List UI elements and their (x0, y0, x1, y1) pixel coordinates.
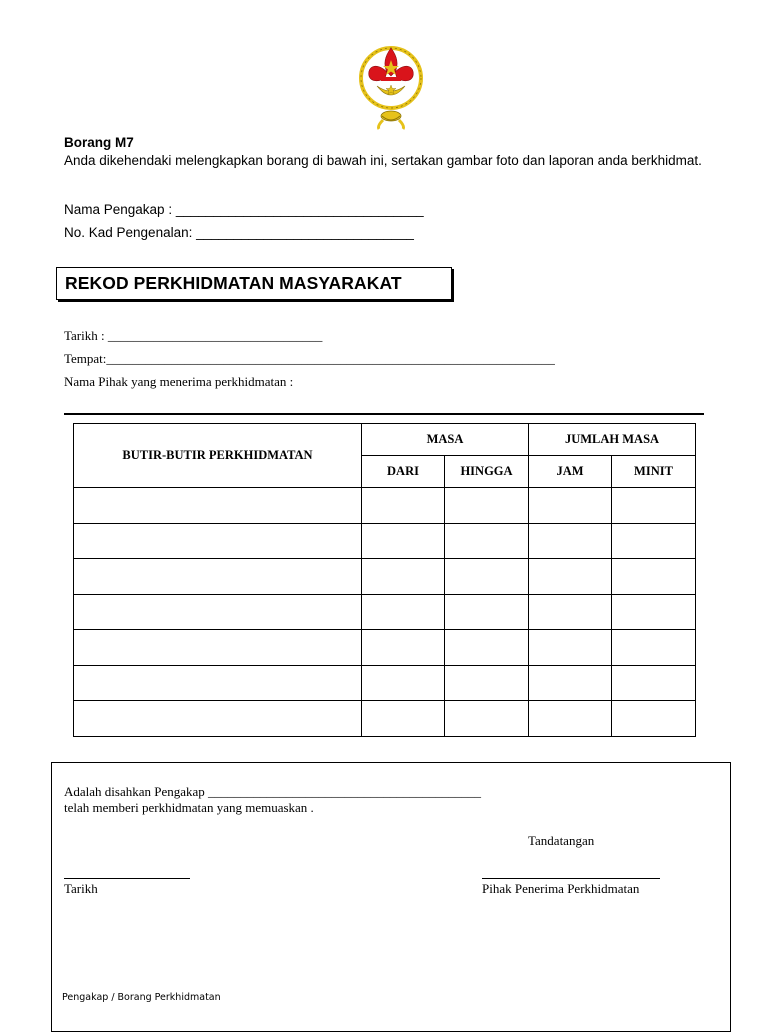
date-signature-line[interactable] (64, 878, 190, 879)
table-row (74, 488, 696, 524)
ic-number-field[interactable]: No. Kad Pengenalan: _____________________________ (64, 225, 414, 240)
cell-minutes[interactable] (612, 488, 696, 524)
receiver-label: Pihak Penerima Perkhidmatan (482, 881, 640, 896)
cell-service[interactable] (74, 701, 362, 737)
cell-hours[interactable] (529, 523, 612, 559)
date-label: Tarikh (64, 881, 98, 896)
date-field[interactable]: Tarikh : _________________________________ (64, 328, 323, 343)
footer-text: Pengakap / Borang Perkhidmatan (62, 992, 221, 1003)
cell-to[interactable] (445, 594, 529, 630)
cell-minutes[interactable] (612, 523, 696, 559)
cell-minutes[interactable] (612, 701, 696, 737)
cell-to[interactable] (445, 665, 529, 701)
cell-minutes[interactable] (612, 665, 696, 701)
cell-service[interactable] (74, 523, 362, 559)
cell-service[interactable] (74, 559, 362, 595)
cell-from[interactable] (362, 630, 445, 666)
table-body (74, 488, 696, 737)
column-group-time: MASA (362, 424, 529, 456)
column-header-minutes: MINIT (612, 456, 696, 488)
cell-minutes[interactable] (612, 559, 696, 595)
cell-to[interactable] (445, 701, 529, 737)
cell-from[interactable] (362, 523, 445, 559)
table-row (74, 665, 696, 701)
receiver-signature-line[interactable] (482, 878, 660, 879)
cell-to[interactable] (445, 630, 529, 666)
cell-service[interactable] (74, 630, 362, 666)
form-title: REKOD PERKHIDMATAN MASYARAKAT (65, 273, 402, 293)
place-field[interactable]: Tempat:_____________________________________________________________________ (64, 351, 555, 366)
cell-hours[interactable] (529, 559, 612, 595)
column-header-from: DARI (362, 456, 445, 488)
certification-statement: telah memberi perkhidmatan yang memuaskan . (64, 800, 314, 815)
column-header-service: BUTIR-BUTIR PERKHIDMATAN (74, 424, 362, 488)
cell-to[interactable] (445, 488, 529, 524)
form-code: Borang M7 (64, 135, 134, 150)
cell-hours[interactable] (529, 701, 612, 737)
cell-from[interactable] (362, 594, 445, 630)
form-title-box (56, 267, 452, 300)
cell-from[interactable] (362, 701, 445, 737)
recipient-name-line[interactable] (64, 413, 704, 415)
table-row (74, 701, 696, 737)
cell-to[interactable] (445, 523, 529, 559)
cell-hours[interactable] (529, 665, 612, 701)
table-row (74, 523, 696, 559)
cell-service[interactable] (74, 594, 362, 630)
cell-service[interactable] (74, 488, 362, 524)
service-record-table (73, 423, 696, 737)
column-header-to: HINGGA (445, 456, 529, 488)
cell-from[interactable] (362, 488, 445, 524)
cell-service[interactable] (74, 665, 362, 701)
table-row (74, 559, 696, 595)
cell-to[interactable] (445, 559, 529, 595)
table-row (74, 630, 696, 666)
certification-scout-field[interactable]: Adalah disahkan Pengakap __________________________________________ (64, 784, 482, 799)
recipient-name-label: Nama Pihak yang menerima perkhidmatan : (64, 374, 294, 389)
cell-minutes[interactable] (612, 594, 696, 630)
cell-hours[interactable] (529, 630, 612, 666)
cell-from[interactable] (362, 559, 445, 595)
cell-minutes[interactable] (612, 630, 696, 666)
column-header-hours: JAM (529, 456, 612, 488)
signature-label: Tandatangan (528, 833, 595, 848)
cell-hours[interactable] (529, 594, 612, 630)
instructions-text: Anda dikehendaki melengkapkan borang di bawah ini, sertakan gambar foto dan laporan anda berkhidmat. (64, 153, 702, 168)
table-row (74, 594, 696, 630)
cell-from[interactable] (362, 665, 445, 701)
scout-name-field[interactable]: Nama Pengakap : _________________________________ (64, 202, 424, 217)
cell-hours[interactable] (529, 488, 612, 524)
scout-emblem-icon (355, 38, 427, 130)
column-group-total-time: JUMLAH MASA (529, 424, 696, 456)
